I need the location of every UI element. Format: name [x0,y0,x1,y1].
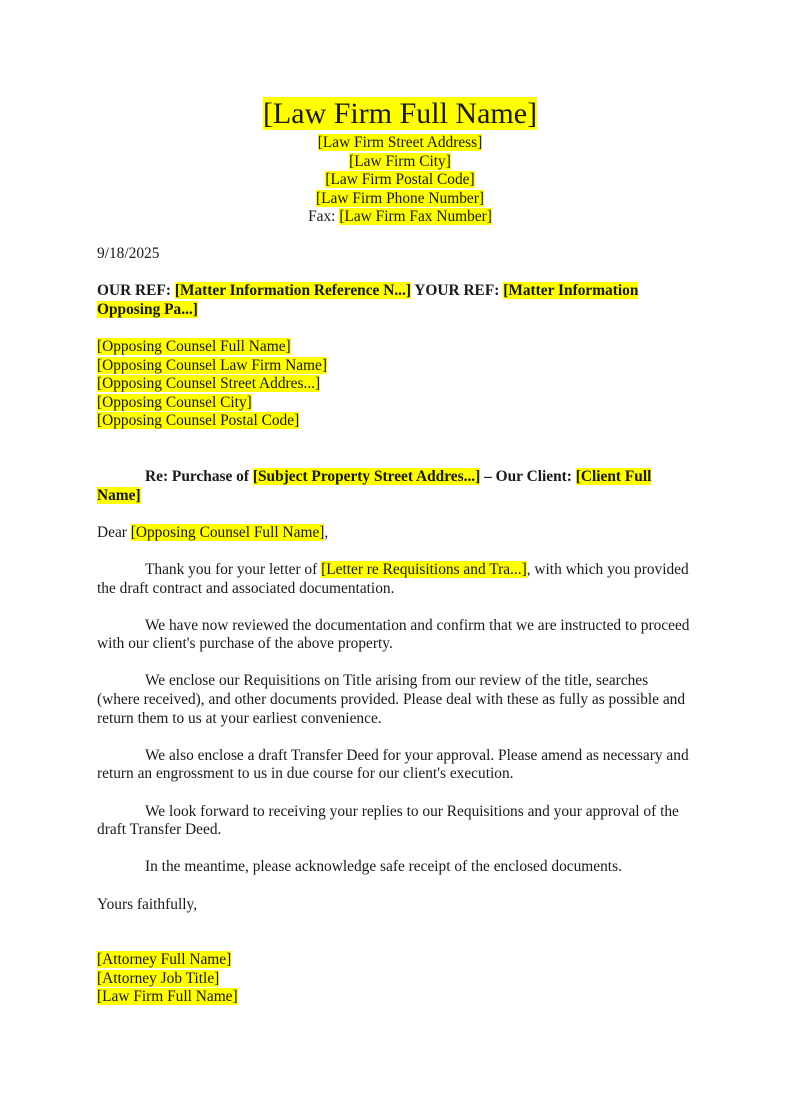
firm-city-line [0,153,800,172]
fax-label: Fax: [308,208,340,226]
paragraph-1 [97,561,692,598]
paragraph-3: We enclose our Requisitions on Title arising from our review of the title, searches (where received), and other documents provided. Please deal with these as fully as possible and return them to us at your earliest convenience. [97,672,686,727]
salutation [97,524,692,543]
paragraph-2: We have now reviewed the documentation and confirm that we are instructed to proceed with our client's purchase of the above property. [97,616,690,653]
signature-block [97,951,692,1007]
firm-street: [Law Firm Street Address] [317,134,483,151]
re-client: [Client Full Name] [97,467,652,504]
your-ref-label: YOUR REF: [411,282,504,300]
re-line [97,468,692,505]
salutation-prefix: Dear [97,523,131,541]
letterhead [0,96,800,227]
signature-title: [Attorney Job Title] [97,969,220,987]
salutation-suffix: , [324,523,329,541]
firm-street-line [0,134,800,153]
firm-fax-line [0,208,800,227]
recipient-firm: [Opposing Counsel Law Firm Name] [97,356,327,374]
salutation-name: [Opposing Counsel Full Name] [130,523,325,541]
recipient-street: [Opposing Counsel Street Addres...] [97,375,321,393]
firm-city: [Law Firm City] [349,152,451,170]
firm-fax: [Law Firm Fax Number] [339,208,492,226]
para1-prefix: Thank you for your letter of [145,560,322,578]
firm-phone-line [0,190,800,209]
closing: Yours faithfully, [97,895,198,913]
recipient-city: [Opposing Counsel City] [97,393,252,411]
signature-firm: [Law Firm Full Name] [97,988,238,1006]
recipient-name: [Opposing Counsel Full Name] [97,337,291,355]
re-property: [Subject Property Street Addres...] [252,467,481,485]
recipient-postal: [Opposing Counsel Postal Code] [97,412,300,430]
paragraph-4: We also enclose a draft Transfer Deed for your approval. Please amend as necessary and return an engrossment to us in due course for our client's execution. [97,746,689,783]
letter-body [97,245,692,1007]
our-ref-value: [Matter Information Reference N...] [174,282,411,300]
our-ref-label: OUR REF: [97,282,175,300]
para1-letter-ref: [Letter re Requisitions and Tra...] [321,560,527,578]
re-middle: – Our Client: [480,467,576,485]
signature-name: [Attorney Full Name] [97,951,232,969]
recipient-address [97,338,692,431]
firm-postal: [Law Firm Postal Code] [325,171,475,189]
reference-line [97,282,692,319]
firm-name-line [0,96,800,132]
re-prefix: Re: Purchase of [145,467,253,485]
firm-postal-line [0,171,800,190]
paragraph-6: In the meantime, please acknowledge safe receipt of the enclosed documents. [145,858,622,876]
firm-phone: [Law Firm Phone Number] [316,189,484,207]
firm-name: [Law Firm Full Name] [262,97,538,130]
paragraph-5: We look forward to receiving your replies to our Requisitions and your approval of the draft Transfer Deed. [97,802,679,839]
para1-suffix: , with which you provided the draft contract and associated documentation. [97,560,689,597]
letter-date: 9/18/2025 [97,245,160,262]
your-ref-value: [Matter Information Opposing Pa...] [97,282,639,318]
